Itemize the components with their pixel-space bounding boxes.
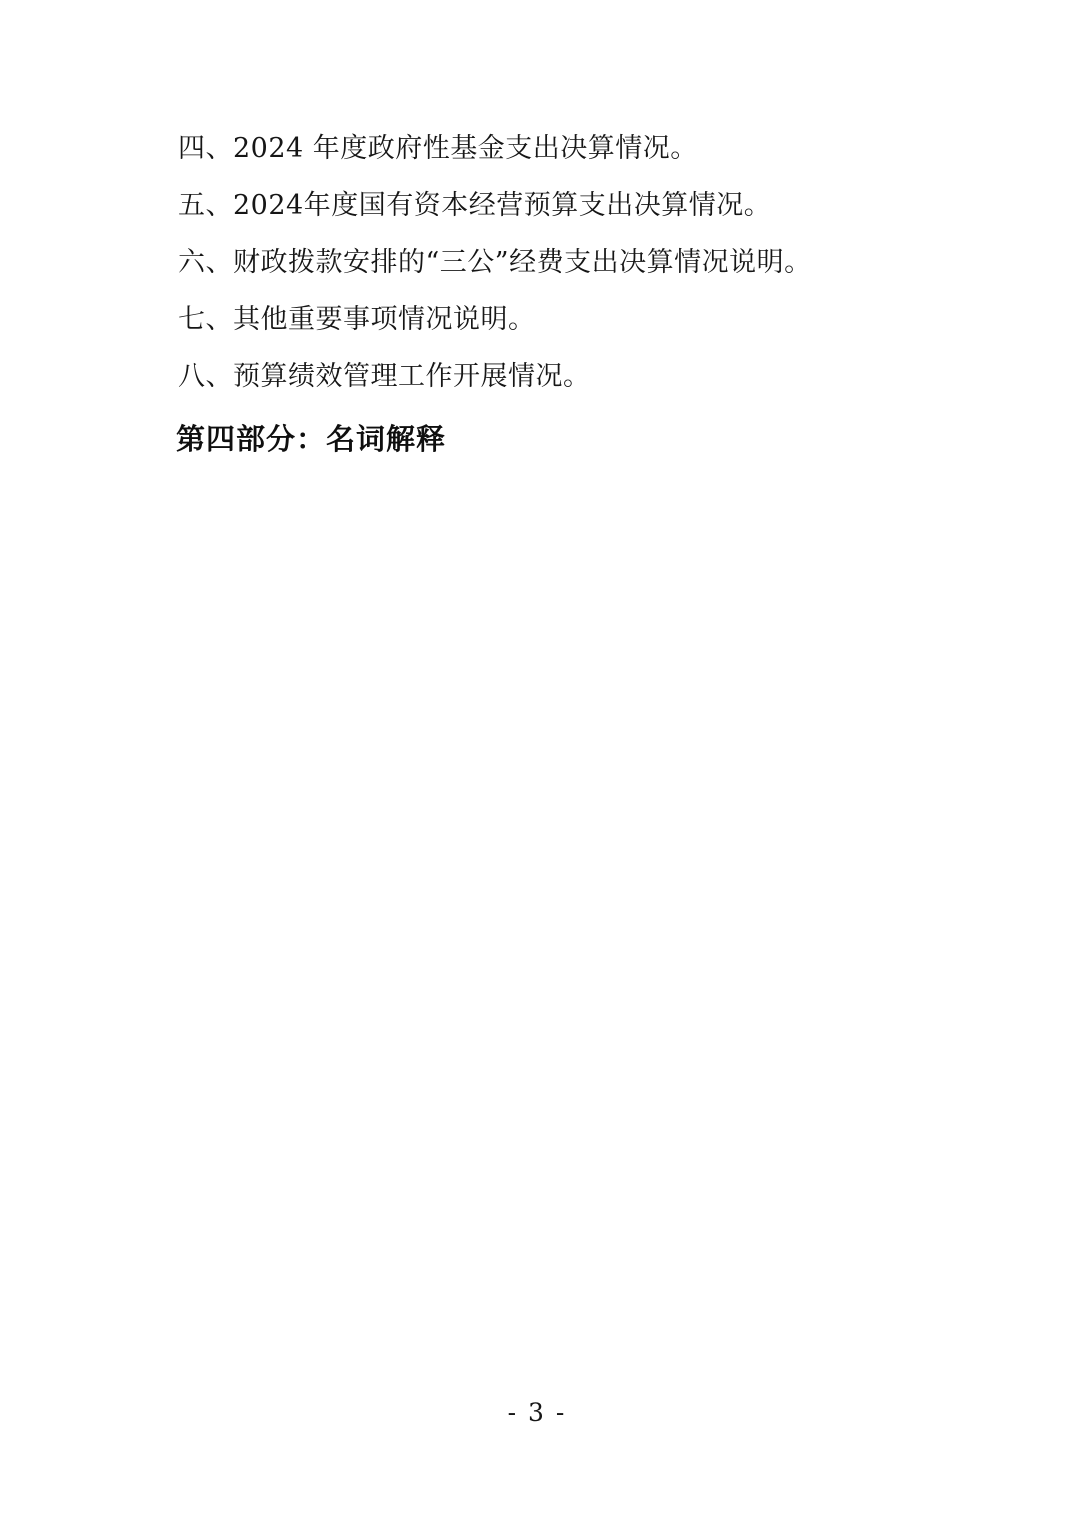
list-item: 五、2024年度国有资本经营预算支出决算情况。	[178, 190, 772, 221]
list-item: 八、预算绩效管理工作开展情况。	[178, 361, 591, 392]
list-item: 四、2024 年度政府性基金支出决算情况。	[178, 133, 698, 164]
list-item: 六、财政拨款安排的“三公”经费支出决算情况说明。	[178, 247, 812, 278]
page-content	[178, 120, 918, 469]
page-number: - 3 -	[507, 1398, 567, 1427]
section-heading: 第四部分：名词解释	[176, 422, 447, 456]
list-item: 七、其他重要事项情况说明。	[178, 304, 536, 335]
